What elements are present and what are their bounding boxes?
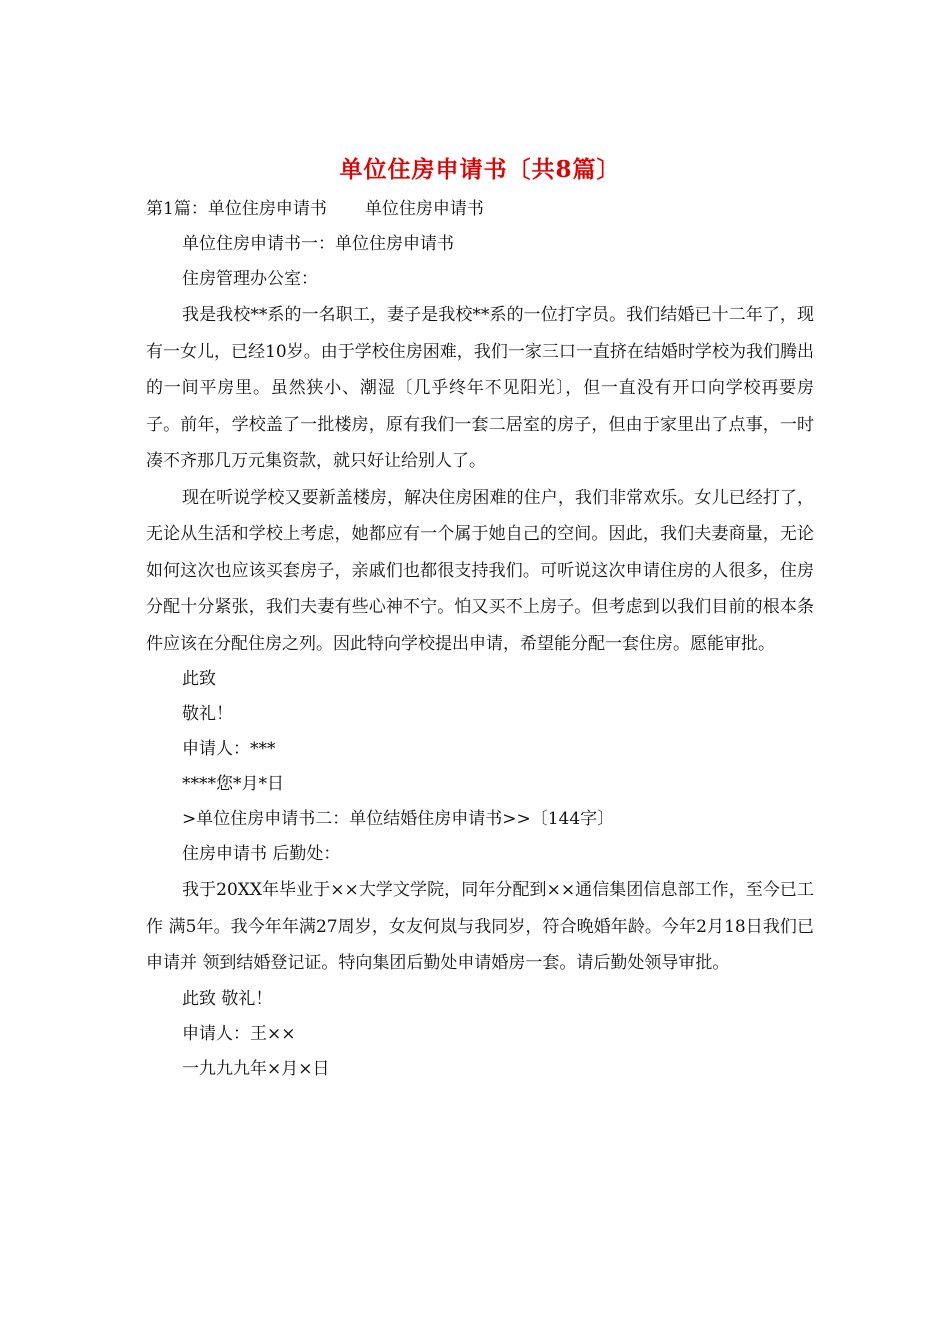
closing-regards: 敬礼！ — [182, 704, 233, 724]
document-page — [146, 150, 814, 1087]
salutation-logistics: 住房申请书 后勤处： — [182, 844, 341, 864]
application-date: ****您*月*日 — [182, 774, 284, 794]
document-title: 单位住房申请书〔共8篇〕 — [339, 156, 621, 183]
closing-salutation-2: 此致 敬礼！ — [182, 988, 273, 1009]
closing-salutation: 此致 — [182, 669, 216, 689]
body-paragraph-2: 现在听说学校又要新盖楼房，解决住房困难的住户，我们非常欢乐。女儿已经打了，无论从生活和学校上考虑，她都应有一个属于她自己的空间。因此，我们夫妻商量，无论如何这次也应该买套房子，亲戚们也都很支持我们。可听说这次申请住房的人很多，住房分配十分紧张，我们夫妻有些心神不宁。怕又买不上房子。但考虑到以我们目前的根本条件应该在分配住房之列。因此特向学校提出申请，希望能分配一套住房。愿能审批。 — [146, 487, 814, 654]
body-paragraph-3: 我于20XX年毕业于××大学文学院，同年分配到××通信集团信息部工作，至今已工作 满5年。我今年年满27周岁，女友何岚与我同岁，符合晚婚年龄。今年2月18日我们已申请并 领到结婚登记证。特向集团后勤处申请婚房一套。请后勤处领导审批。 — [146, 880, 814, 973]
application-date-2: 一九九九年×月×日 — [182, 1058, 330, 1079]
chapter-heading-number: 第1篇：单位住房申请书 — [146, 199, 327, 219]
body-paragraph-1: 我是我校**系的一名职工，妻子是我校**系的一位打字员。我们结婚已十二年了，现有一女儿，已经10岁。由于学校住房困难，我们一家三口一直挤在结婚时学校为我们腾出的一间平房里。虽然狭小、潮湿〔几乎终年不见阳光〕，但一直没有开口向学校再要房子。前年，学校盖了一批楼房，原有我们一套二居室的房子，但由于家里出了点事，一时凑不齐那几万元集资款，就只好让给别人了。 — [146, 305, 814, 471]
salutation-housing-office: 住房管理办公室： — [182, 269, 318, 289]
next-article-link[interactable]: >单位住房申请书二：单位结婚住房申请书>>〔144字〕 — [182, 809, 615, 829]
chapter-heading-title: 单位住房申请书 — [364, 199, 484, 219]
section-subheading: 单位住房申请书一：单位住房申请书 — [182, 234, 454, 254]
chapter-heading — [146, 192, 814, 227]
applicant-signature: 申请人：*** — [182, 739, 276, 759]
applicant-signature-2: 申请人：王×× — [182, 1023, 296, 1044]
